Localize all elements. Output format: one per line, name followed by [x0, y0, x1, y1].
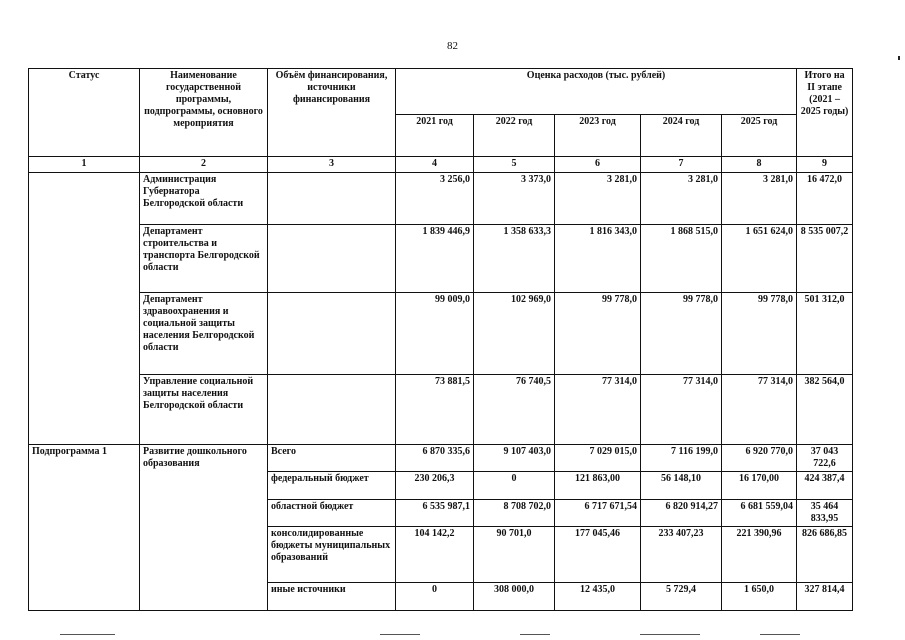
total-cell: 37 043 722,6	[797, 445, 853, 472]
column-index: 9	[797, 157, 853, 173]
value-cell: 1 358 633,3	[474, 225, 555, 293]
value-cell: 8 708 702,0	[474, 500, 555, 527]
scan-artifact	[760, 634, 800, 635]
header-year: 2021 год	[396, 115, 474, 157]
total-cell: 327 814,4	[797, 583, 853, 611]
header-estimate: Оценка расходов (тыс. рублей)	[396, 69, 797, 115]
table-row	[29, 225, 853, 293]
value-cell: 99 009,0	[396, 293, 474, 375]
value-cell: 99 778,0	[641, 293, 722, 375]
value-cell: 99 778,0	[722, 293, 797, 375]
column-index: 1	[29, 157, 140, 173]
value-cell: 1 650,0	[722, 583, 797, 611]
value-cell: 121 863,00	[555, 472, 641, 500]
name-cell: Департамент строительства и транспорта Белгородской области	[140, 225, 268, 293]
value-cell: 6 681 559,04	[722, 500, 797, 527]
column-index: 6	[555, 157, 641, 173]
total-cell: 382 564,0	[797, 375, 853, 445]
scan-mark	[898, 56, 900, 60]
value-cell: 221 390,96	[722, 527, 797, 583]
column-index: 8	[722, 157, 797, 173]
value-cell: 12 435,0	[555, 583, 641, 611]
source-cell: Всего	[268, 445, 396, 472]
header-year: 2024 год	[641, 115, 722, 157]
value-cell: 7 116 199,0	[641, 445, 722, 472]
value-cell: 16 170,00	[722, 472, 797, 500]
source-cell: консолидированные бюджеты муниципальных образований	[268, 527, 396, 583]
value-cell: 3 281,0	[555, 173, 641, 225]
value-cell: 56 148,10	[641, 472, 722, 500]
value-cell: 77 314,0	[722, 375, 797, 445]
value-cell: 6 820 914,27	[641, 500, 722, 527]
value-cell: 90 701,0	[474, 527, 555, 583]
value-cell: 230 206,3	[396, 472, 474, 500]
source-cell	[268, 173, 396, 225]
value-cell: 233 407,23	[641, 527, 722, 583]
value-cell: 0	[396, 583, 474, 611]
total-cell: 8 535 007,2	[797, 225, 853, 293]
page-number: 82	[447, 40, 458, 52]
total-cell: 826 686,85	[797, 527, 853, 583]
name-cell: Администрация Губернатора Белгородской области	[140, 173, 268, 225]
table-row	[29, 173, 853, 225]
value-cell: 9 107 403,0	[474, 445, 555, 472]
total-cell: 501 312,0	[797, 293, 853, 375]
source-cell	[268, 375, 396, 445]
value-cell: 0	[474, 472, 555, 500]
value-cell: 77 314,0	[641, 375, 722, 445]
budget-table	[28, 68, 853, 611]
value-cell: 1 839 446,9	[396, 225, 474, 293]
table-row	[29, 445, 853, 472]
value-cell: 102 969,0	[474, 293, 555, 375]
header-volume: Объём финансирования, источники финансирования	[268, 69, 396, 157]
name-cell: Управление социальной защиты населения Белгородской области	[140, 375, 268, 445]
value-cell: 77 314,0	[555, 375, 641, 445]
source-cell: федеральный бюджет	[268, 472, 396, 500]
column-index: 5	[474, 157, 555, 173]
total-cell: 16 472,0	[797, 173, 853, 225]
value-cell: 73 881,5	[396, 375, 474, 445]
column-index: 3	[268, 157, 396, 173]
scan-artifact	[60, 634, 115, 635]
source-cell	[268, 293, 396, 375]
value-cell: 6 717 671,54	[555, 500, 641, 527]
table-row	[29, 293, 853, 375]
value-cell: 1 816 343,0	[555, 225, 641, 293]
header-year: 2025 год	[722, 115, 797, 157]
value-cell: 3 281,0	[722, 173, 797, 225]
table-row	[29, 375, 853, 445]
subprogram-name-cell: Развитие дошкольного образования	[140, 445, 268, 611]
value-cell: 6 870 335,6	[396, 445, 474, 472]
value-cell: 7 029 015,0	[555, 445, 641, 472]
value-cell: 177 045,46	[555, 527, 641, 583]
value-cell: 3 256,0	[396, 173, 474, 225]
column-index: 7	[641, 157, 722, 173]
scan-artifact	[640, 634, 700, 635]
header-year: 2022 год	[474, 115, 555, 157]
source-cell	[268, 225, 396, 293]
scan-artifact	[380, 634, 420, 635]
source-cell: областной бюджет	[268, 500, 396, 527]
status-cell	[29, 173, 140, 445]
value-cell: 1 651 624,0	[722, 225, 797, 293]
column-index: 4	[396, 157, 474, 173]
total-cell: 35 464 833,95	[797, 500, 853, 527]
header-year: 2023 год	[555, 115, 641, 157]
total-cell: 424 387,4	[797, 472, 853, 500]
value-cell: 76 740,5	[474, 375, 555, 445]
scan-artifact	[520, 634, 550, 635]
subprogram-status-cell: Подпрограмма 1	[29, 445, 140, 611]
source-cell: иные источники	[268, 583, 396, 611]
value-cell: 3 281,0	[641, 173, 722, 225]
column-index: 2	[140, 157, 268, 173]
value-cell: 5 729,4	[641, 583, 722, 611]
header-total: Итого на II этапе (2021 – 2025 годы)	[797, 69, 853, 157]
value-cell: 308 000,0	[474, 583, 555, 611]
value-cell: 99 778,0	[555, 293, 641, 375]
value-cell: 6 920 770,0	[722, 445, 797, 472]
column-index-row	[29, 157, 853, 173]
value-cell: 104 142,2	[396, 527, 474, 583]
value-cell: 6 535 987,1	[396, 500, 474, 527]
header-name: Наименование государственной программы, подпрограммы, основного мероприятия	[140, 69, 268, 157]
value-cell: 3 373,0	[474, 173, 555, 225]
value-cell: 1 868 515,0	[641, 225, 722, 293]
name-cell: Департамент здравоохранения и социальной защиты населения Белгородской области	[140, 293, 268, 375]
header-status: Статус	[29, 69, 140, 157]
